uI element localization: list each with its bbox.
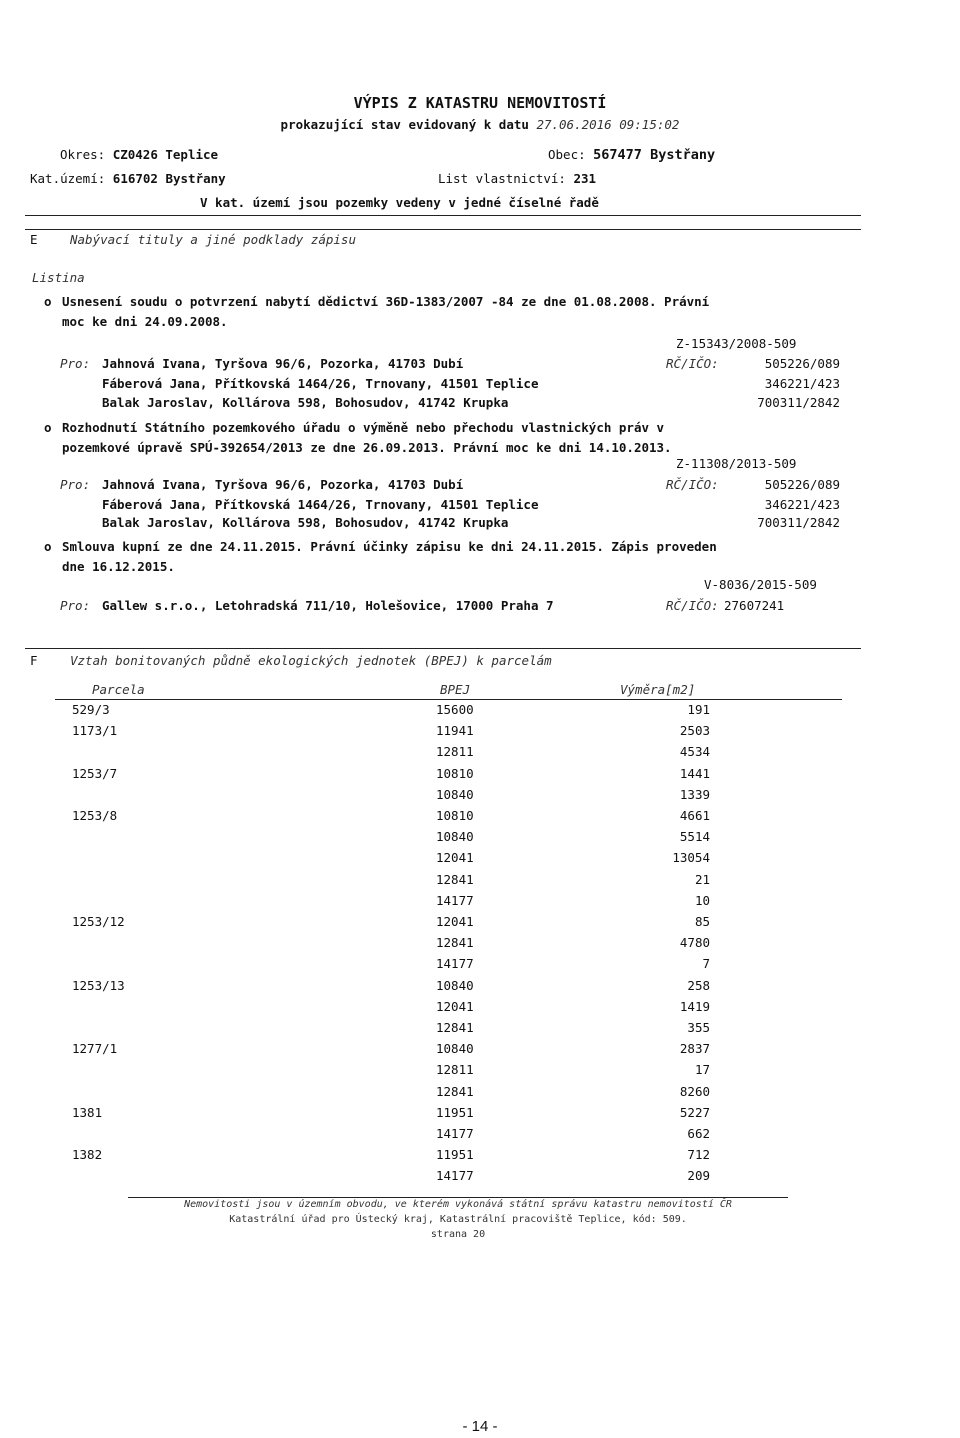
bpej-cell: 11951 (436, 1147, 474, 1163)
bpej-cell: 14177 (436, 956, 474, 972)
vymera-cell: 7 (702, 956, 710, 972)
person-3-1-id: 27607241 (724, 598, 785, 613)
section-e-title: Nabývací tituly a jiné podklady zápisu (70, 232, 356, 247)
page-number: - 14 - (462, 1418, 498, 1435)
vymera-cell: 2837 (679, 1041, 710, 1057)
parcela-cell: 1277/1 (72, 1041, 118, 1057)
bpej-cell: 12841 (436, 1020, 474, 1035)
lv-row (438, 171, 596, 186)
bpej-cell: 12841 (436, 871, 474, 887)
entry-text-1: Rozhodnutí Státního pozemkového úřadu o výměně nebo přechodu vlastnických práv v (62, 420, 665, 435)
vymera-cell: 4780 (679, 935, 710, 951)
bpej-cell: 14177 (436, 1126, 474, 1141)
person-2-1-name: Jahnová Ivana, Tyršova 96/6, Pozorka, 41703 Dubí (102, 477, 464, 492)
vymera-cell: 21 (694, 871, 710, 887)
person-1-2-name: Fáberová Jana, Přítkovská 1464/26, Trnovany, 41501 Teplice (102, 376, 539, 391)
bpej-cell: 12041 (436, 914, 474, 929)
document-title: VÝPIS Z KATASTRU NEMOVITOSTÍ (353, 94, 607, 112)
okres-value: CZ0426 Teplice (112, 147, 219, 162)
vymera-cell: 712 (687, 1147, 710, 1163)
parcela-cell: 529/3 (72, 702, 110, 717)
person-2-2-name: Fáberová Jana, Přítkovská 1464/26, Trnovany, 41501 Teplice (102, 497, 539, 512)
bpej-cell: 10810 (436, 808, 474, 823)
entry-ref-1: Z-15343/2008-509 (676, 336, 797, 351)
okres-label: Okres: (60, 147, 106, 162)
bpej-cell: 15600 (436, 702, 474, 717)
pro-label: Pro: (60, 477, 91, 492)
katuzemi-label: Kat.území: (30, 171, 106, 186)
bpej-cell: 12811 (436, 744, 474, 760)
lv-label: List vlastnictví: (438, 171, 566, 186)
pro-label: Pro: (60, 356, 91, 371)
bpej-cell: 14177 (436, 1168, 474, 1184)
subtitle-date: 27.06.2016 09:15:02 (536, 117, 680, 132)
bullet-icon: o (44, 294, 52, 309)
parcela-cell: 1253/7 (72, 765, 118, 781)
listina-label: Listina (32, 270, 85, 285)
bpej-cell: 14177 (436, 892, 474, 908)
okres-row (60, 147, 218, 162)
vymera-cell: 1441 (679, 765, 710, 781)
katuzemi-row (30, 171, 226, 186)
table-header-rule (55, 699, 842, 700)
section-f-divider (25, 648, 861, 649)
parcela-cell: 1253/12 (72, 914, 125, 929)
entry-text-1: Usnesení soudu o potvrzení nabytí dědictví 36D-1383/2007 -84 ze dne 01.08.2008. Právní (62, 294, 710, 309)
vymera-cell: 4661 (679, 808, 710, 823)
lv-value: 231 (573, 171, 597, 186)
bpej-cell: 12041 (436, 850, 474, 866)
section-f-title: Vztah bonitovaných půdně ekologických jednotek (BPEJ) k parcelám (70, 653, 552, 668)
bullet-icon: o (44, 420, 52, 435)
rc-label: RČ/IČO: (666, 598, 719, 613)
person-2-2-id: 346221/423 (764, 497, 840, 512)
header-divider (25, 215, 861, 216)
pro-label: Pro: (60, 598, 91, 613)
parcela-cell: 1173/1 (72, 723, 118, 739)
bpej-cell: 10840 (436, 829, 474, 845)
header-note: V kat. území jsou pozemky vedeny v jedné číselné řadě (200, 195, 599, 210)
bpej-cell: 10840 (436, 977, 474, 993)
vymera-cell: 258 (687, 977, 710, 993)
footer-line-2: Katastrální úřad pro Ústecký kraj, Katastrální pracoviště Teplice, kód: 509. (229, 1214, 687, 1225)
vymera-cell: 17 (694, 1062, 710, 1078)
vymera-cell: 5514 (679, 829, 710, 845)
person-2-1-id: 505226/089 (764, 477, 840, 492)
listina-entry-2 (44, 418, 844, 458)
person-3-1-name: Gallew s.r.o., Letohradská 711/10, Holešovice, 17000 Praha 7 (102, 598, 554, 613)
bpej-cell: 10840 (436, 786, 474, 802)
column-header-vymera: Výměra[m2] (620, 682, 696, 697)
vymera-cell: 2503 (679, 723, 710, 739)
listina-entry-1 (44, 292, 844, 332)
bpej-cell: 12841 (436, 935, 474, 951)
vymera-cell: 209 (687, 1168, 710, 1184)
parcela-cell: 1253/13 (72, 977, 125, 993)
vymera-cell: 8260 (679, 1083, 710, 1099)
rc-label: RČ/IČO: (666, 477, 719, 492)
person-2-3-name: Balak Jaroslav, Kollárova 598, Bohosudov, 41742 Krupka (102, 515, 509, 530)
vymera-cell: 5227 (679, 1104, 710, 1120)
footer-page-label: strana 20 (430, 1229, 486, 1240)
listina-entry-3 (44, 537, 854, 577)
column-header-bpej: BPEJ (440, 682, 471, 697)
person-2-3-id: 700311/2842 (757, 515, 840, 530)
person-1-1-name: Jahnová Ivana, Tyršova 96/6, Pozorka, 41703 Dubí (102, 356, 464, 371)
bullet-icon: o (44, 539, 52, 554)
document-subtitle (0, 117, 960, 132)
vymera-cell: 191 (687, 702, 710, 717)
entry-ref-3: V-8036/2015-509 (704, 577, 817, 592)
person-1-2-id: 346221/423 (764, 376, 840, 391)
vymera-cell: 1339 (679, 786, 710, 802)
entry-text-1: Smlouva kupní ze dne 24.11.2015. Právní účinky zápisu ke dni 24.11.2015. Zápis proveden (62, 539, 717, 554)
parcela-cell: 1253/8 (72, 808, 118, 823)
parcela-cell: 1381 (72, 1104, 103, 1120)
column-header-parcela: Parcela (92, 682, 145, 697)
bpej-cell: 12041 (436, 998, 474, 1014)
vymera-cell: 4534 (679, 744, 710, 760)
vymera-cell: 13054 (672, 850, 710, 866)
vymera-cell: 85 (694, 914, 710, 929)
bpej-cell: 10840 (436, 1041, 474, 1057)
bpej-cell: 11941 (436, 723, 474, 739)
person-1-1-id: 505226/089 (764, 356, 840, 371)
bpej-cell: 11951 (436, 1104, 474, 1120)
vymera-cell: 355 (687, 1020, 710, 1035)
section-e-letter: E (30, 232, 38, 247)
bpej-cell: 12841 (436, 1083, 474, 1099)
person-1-3-name: Balak Jaroslav, Kollárova 598, Bohosudov, 41742 Krupka (102, 395, 509, 410)
rc-label: RČ/IČO: (666, 356, 719, 371)
entry-ref-2: Z-11308/2013-509 (676, 456, 797, 471)
entry-text-2: dne 16.12.2015. (62, 559, 175, 574)
vymera-cell: 10 (694, 892, 710, 908)
obec-label: Obec: (548, 147, 586, 162)
subtitle-prefix: prokazující stav evidovaný k datu (280, 117, 529, 132)
entry-text-2: pozemkové úpravě SPÚ-392654/2013 ze dne 26.09.2013. Právní moc ke dni 14.10.2013. (62, 440, 672, 455)
entry-text-2: moc ke dni 24.09.2008. (62, 314, 228, 329)
obec-value: 567477 Bystřany (593, 147, 716, 163)
parcela-cell: 1382 (72, 1147, 103, 1163)
bpej-cell: 12811 (436, 1062, 474, 1078)
footer-line-1: Nemovitosti jsou v územním obvodu, ve kterém vykonává státní správu katastru nemovitostí ČR (184, 1199, 732, 1210)
section-e-divider (25, 229, 861, 230)
katuzemi-value: 616702 Bystřany (112, 171, 226, 186)
vymera-cell: 1419 (679, 998, 710, 1014)
section-f-letter: F (30, 653, 38, 668)
footer-divider (128, 1197, 788, 1198)
vymera-cell: 662 (687, 1126, 710, 1141)
person-1-3-id: 700311/2842 (757, 395, 840, 410)
bpej-cell: 10810 (436, 765, 474, 781)
obec-row (548, 147, 715, 163)
